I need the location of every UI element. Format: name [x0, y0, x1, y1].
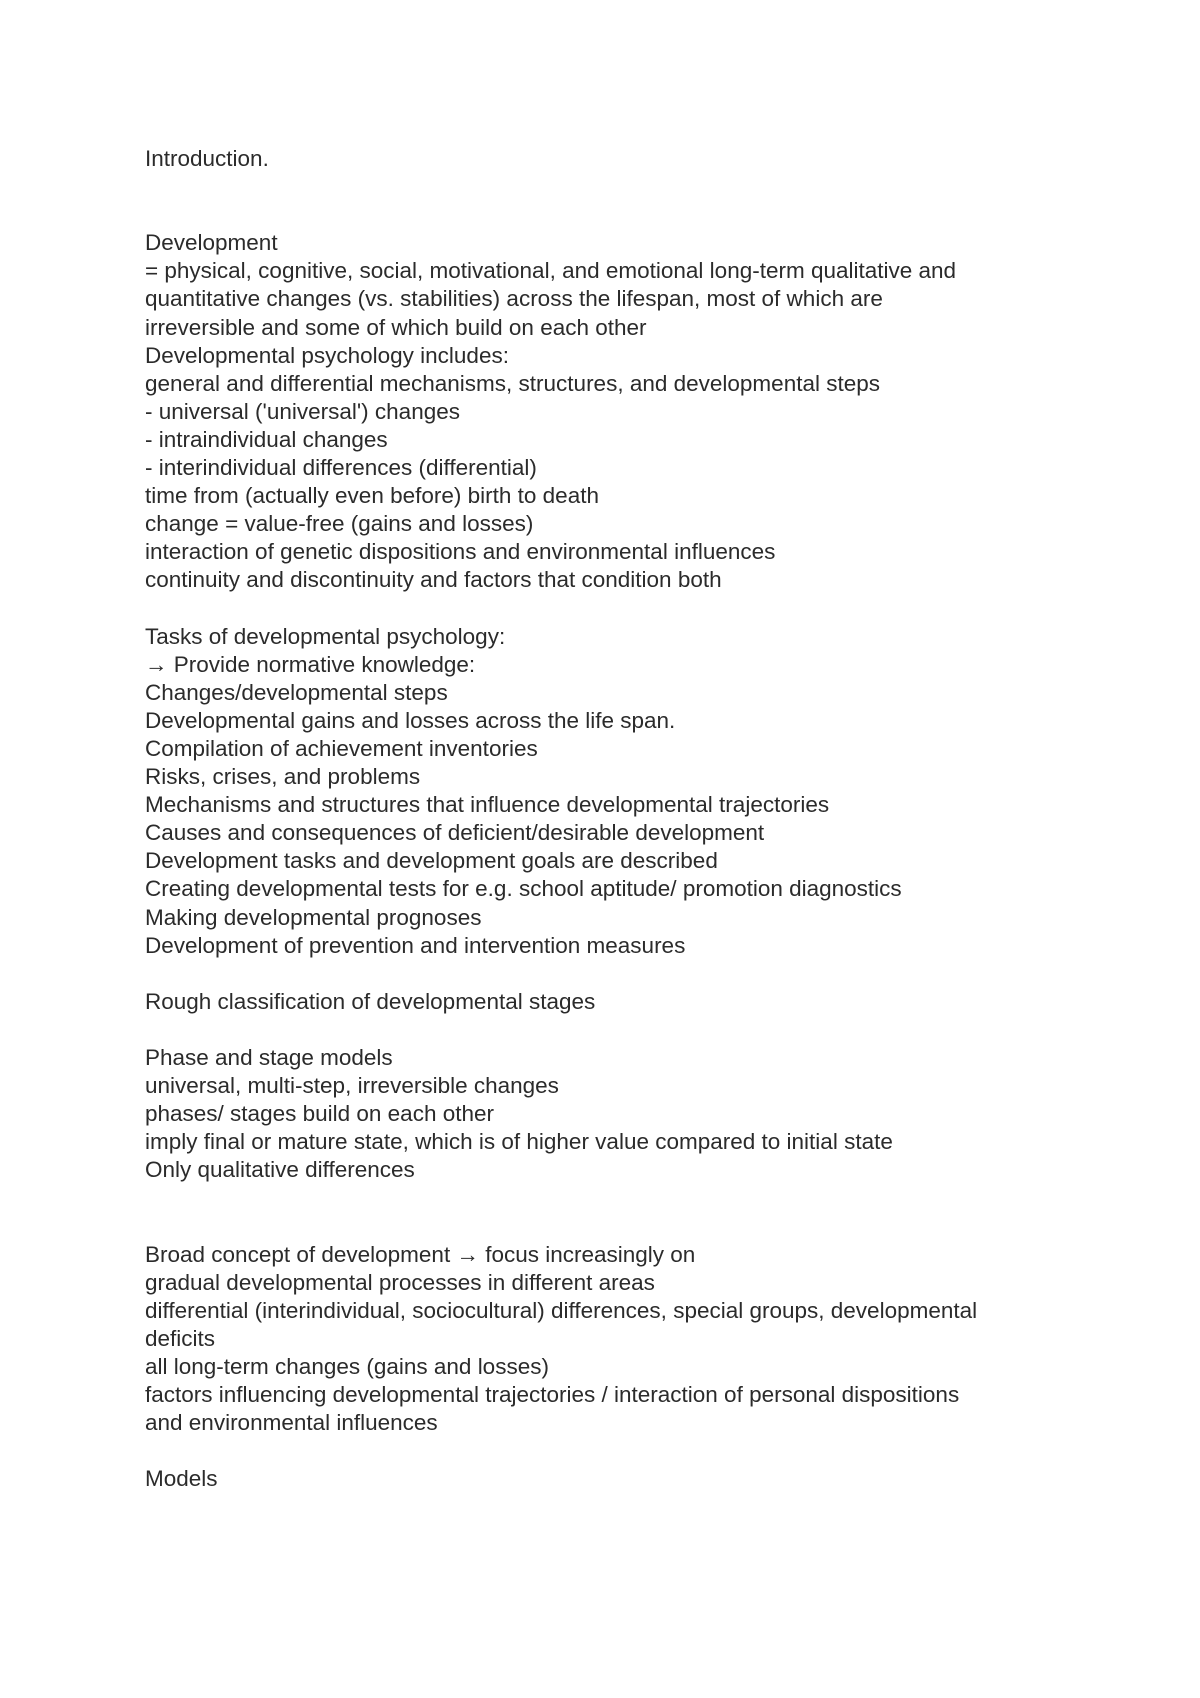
- section-heading-phase-models: Phase and stage models: [145, 1045, 393, 1070]
- document-body: [145, 145, 1075, 1494]
- text-line: interaction of genetic dispositions and environmental influences: [145, 539, 776, 565]
- text-line: Development of prevention and intervention measures: [145, 932, 686, 958]
- text-line: imply final or mature state, which is of higher value compared to initial state: [145, 1129, 893, 1155]
- text-line: change = value-free (gains and losses): [145, 511, 534, 537]
- text-line: Development tasks and development goals are described: [145, 848, 718, 874]
- list-item: - interindividual differences (differential): [145, 455, 537, 481]
- text-line: all long-term changes (gains and losses): [145, 1354, 549, 1380]
- text-line: Creating developmental tests for e.g. school aptitude/ promotion diagnostics: [145, 876, 902, 902]
- list-item: - universal ('universal') changes: [145, 398, 460, 424]
- text-line: Only qualitative differences: [145, 1157, 415, 1183]
- text-line: time from (actually even before) birth to death: [145, 483, 599, 509]
- text-line: Causes and consequences of deficient/desirable development: [145, 820, 765, 846]
- spacer: [145, 1184, 1075, 1240]
- text-line: = physical, cognitive, social, motivational, and emotional long-term qualitative and: [145, 258, 957, 284]
- list-item: - intraindividual changes: [145, 426, 388, 452]
- text-line: Changes/developmental steps: [145, 679, 448, 705]
- text-line: Compilation of achievement inventories: [145, 735, 538, 761]
- spacer: [145, 960, 1075, 988]
- section-heading-broad-concept: Broad concept of development → focus increasingly on: [145, 1241, 696, 1267]
- text-line: → Provide normative knowledge:: [145, 651, 476, 677]
- text-line: Risks, crises, and problems: [145, 764, 421, 790]
- text-line: continuity and discontinuity and factors that condition both: [145, 567, 722, 593]
- spacer: [145, 173, 1075, 229]
- text-line: Making developmental prognoses: [145, 904, 482, 930]
- text-line: phases/ stages build on each other: [145, 1101, 494, 1127]
- section-heading-models: Models: [145, 1466, 218, 1492]
- document-title: Introduction.: [145, 146, 269, 171]
- text-line: and environmental influences: [145, 1410, 438, 1436]
- text-line: factors influencing developmental trajectories / interaction of personal dispositions: [145, 1382, 960, 1408]
- text-line: irreversible and some of which build on each other: [145, 314, 647, 340]
- text-line: differential (interindividual, sociocultural) differences, special groups, developmental: [145, 1297, 978, 1323]
- text-line: gradual developmental processes in different areas: [145, 1269, 655, 1295]
- spacer: [145, 595, 1075, 623]
- text-line: universal, multi-step, irreversible changes: [145, 1073, 559, 1099]
- section-heading-rough-classification: Rough classification of developmental stages: [145, 988, 596, 1014]
- spacer: [145, 1016, 1075, 1044]
- text-line: Developmental gains and losses across the life span.: [145, 707, 676, 733]
- text-line: general and differential mechanisms, structures, and developmental steps: [145, 370, 880, 396]
- text-line: deficits: [145, 1325, 216, 1351]
- section-heading-development: Development: [145, 230, 278, 256]
- text-line: quantitative changes (vs. stabilities) across the lifespan, most of which are: [145, 286, 883, 312]
- section-heading-tasks: Tasks of developmental psychology:: [145, 623, 506, 649]
- spacer: [145, 1437, 1075, 1465]
- text-line: Mechanisms and structures that influence developmental trajectories: [145, 792, 830, 818]
- text-line: Developmental psychology includes:: [145, 342, 509, 368]
